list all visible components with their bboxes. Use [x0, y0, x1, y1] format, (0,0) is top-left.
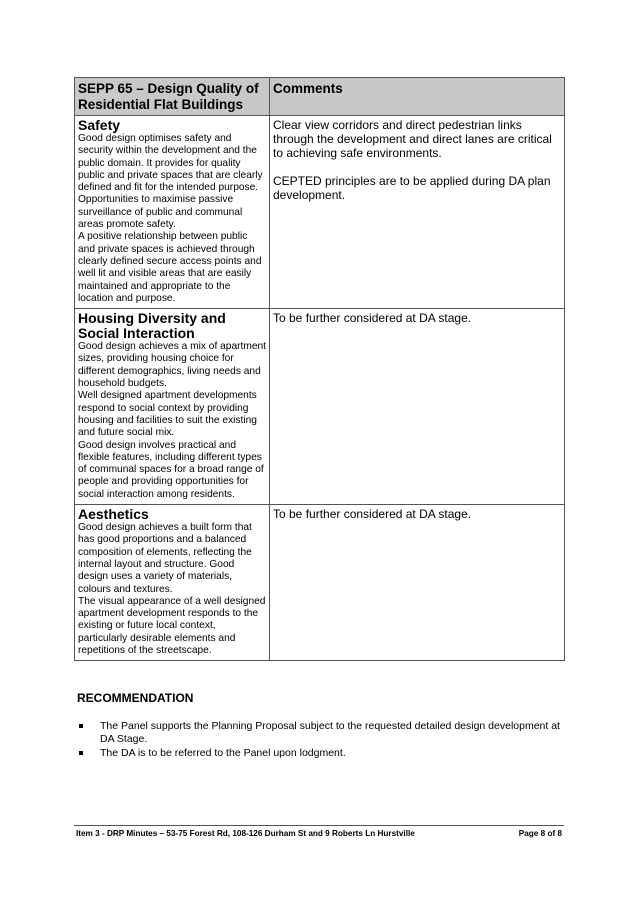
table-row-safety [75, 116, 565, 309]
comment-text: To be further considered at DA stage. [273, 311, 472, 326]
recommendation-heading: RECOMMENDATION [77, 691, 194, 705]
principle-title: Housing Diversity and Social Interaction [78, 310, 226, 342]
bullet-icon [79, 751, 83, 755]
principle-text: Good design involves practical and flexible features, including different types of communal spaces for a broad range of people and providing opportunities for social interaction among residents. [78, 439, 264, 500]
footer-divider [74, 825, 564, 826]
recommendation-text: The Panel supports the Planning Proposal subject to the requested detailed design development at DA Stage. [100, 720, 560, 745]
principle-text: Good design achieves a built form that has good proportions and a balanced composition of elements, reflecting the internal layout and structure. Good design uses a variety of materials, colours and textures. [78, 522, 252, 595]
table-row-housing-diversity [75, 309, 565, 505]
recommendation-list [77, 720, 567, 762]
principle-text: Well designed apartment developments respond to social context by providing housing and facilities to suit the existing and future social mix. [78, 390, 257, 439]
principle-text: Good design optimises safety and security within the development and the public domain. It provides for quality public and private spaces that are clearly defined and fit for the intended purpose. Opportunities to maximise passive surveillance of public and communal areas promote safety. [78, 133, 263, 231]
recommendation-text: The DA is to be referred to the Panel upon lodgment. [100, 747, 346, 760]
comment-cell [270, 309, 565, 505]
page-footer [76, 829, 562, 838]
header-sepp65: SEPP 65 – Design Quality of Residential Flat Buildings [75, 78, 270, 116]
table-header-row [75, 78, 565, 116]
comment-text: CEPTED principles are to be applied during DA plan development. [273, 174, 551, 202]
comment-text: To be further considered at DA stage. [273, 507, 472, 522]
bullet-icon [79, 724, 83, 728]
principle-cell [75, 505, 270, 661]
principle-text: The visual appearance of a well designed apartment development responds to the existing or future local context, particularly desirable elements and repetitions of the streetscape. [78, 595, 266, 656]
comment-cell [270, 116, 565, 309]
sepp65-table [74, 77, 565, 661]
principle-text: A positive relationship between public and private spaces is achieved through clearly defined secure access points and well lit and visible areas that are easily maintained and appropriate to the location and purpose. [78, 231, 262, 304]
list-item [77, 720, 567, 745]
table-row-aesthetics [75, 505, 565, 661]
comment-cell [270, 505, 565, 661]
principle-cell [75, 309, 270, 505]
page-number: Page 8 of 8 [518, 829, 562, 838]
footer-document-title: Item 3 - DRP Minutes – 53-75 Forest Rd, 108-126 Durham St and 9 Roberts Ln Hurstville [76, 829, 415, 838]
principle-cell [75, 116, 270, 309]
list-item [77, 747, 567, 760]
principle-title: Aesthetics [78, 506, 149, 523]
principle-title: Safety [78, 117, 121, 133]
principle-text: Good design achieves a mix of apartment sizes, providing housing choice for different demographics, living needs and household budgets. [78, 341, 267, 390]
header-comments: Comments [270, 78, 565, 116]
comment-text: Clear view corridors and direct pedestrian links through the development and direct lanes are critical to achieving safe environments. [273, 118, 552, 160]
